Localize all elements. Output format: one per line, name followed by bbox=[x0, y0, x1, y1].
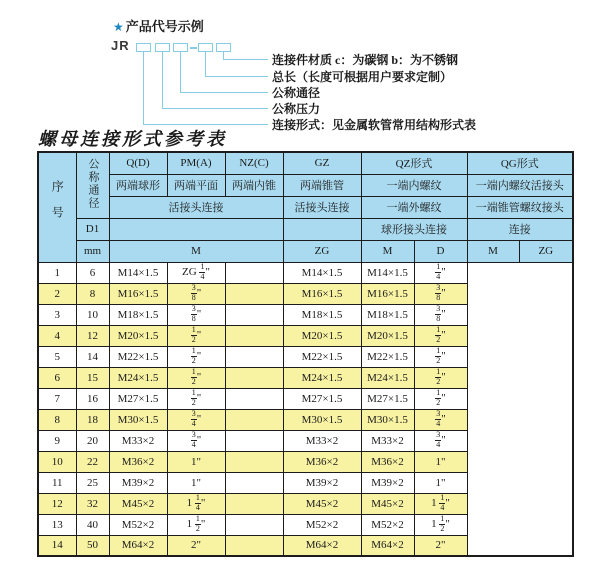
row-qg-zg: 1 $\frac{1}{2}$ " bbox=[414, 514, 467, 535]
code-box bbox=[155, 43, 170, 52]
row-qg-m: M30×1.5 bbox=[361, 409, 414, 430]
empty-cell bbox=[283, 218, 361, 240]
table-row bbox=[38, 514, 573, 535]
header-qg-zg: ZG bbox=[519, 240, 573, 262]
row-qg-m: M16×1.5 bbox=[361, 283, 414, 304]
row-dn: 14 bbox=[76, 346, 109, 367]
fraction: $\frac{1}{2}$ bbox=[440, 514, 445, 533]
fraction: $\frac{3}{4}$ bbox=[436, 430, 441, 449]
nut-connection-table bbox=[37, 151, 574, 557]
row-m: M14×1.5 bbox=[109, 262, 167, 283]
row-qz-d: M27×1.5 bbox=[283, 388, 361, 409]
row-qg-m: M14×1.5 bbox=[361, 262, 414, 283]
fraction: $\frac{1}{2}$ bbox=[191, 388, 196, 407]
row-no: 13 bbox=[38, 514, 76, 535]
row-qz-d: M24×1.5 bbox=[283, 367, 361, 388]
row-gz: $\frac{3}{4}$ " bbox=[167, 409, 225, 430]
diagram-label: 公称通径 bbox=[272, 86, 321, 100]
row-qz-m bbox=[225, 430, 283, 451]
fraction: $\frac{3}{8}$ bbox=[436, 283, 441, 302]
row-dn: 20 bbox=[76, 430, 109, 451]
row-gz: 1" bbox=[167, 451, 225, 472]
row-m: M45×2 bbox=[109, 493, 167, 514]
row-qz-d: M20×1.5 bbox=[283, 325, 361, 346]
row-qz-m bbox=[225, 325, 283, 346]
row-no: 5 bbox=[38, 346, 76, 367]
fraction: $\frac{1}{4}$ bbox=[440, 493, 445, 512]
row-qg-m: M64×2 bbox=[361, 535, 414, 556]
table-row bbox=[38, 325, 573, 346]
row-m: M36×2 bbox=[109, 451, 167, 472]
row-gz: $\frac{3}{8}$ " bbox=[167, 283, 225, 304]
row-qz-m bbox=[225, 304, 283, 325]
diagram-label: 连接形式：见金属软管常用结构形式表 bbox=[272, 118, 477, 132]
fraction: $\frac{1}{2}$ bbox=[191, 346, 196, 365]
row-gz: 1 $\frac{1}{4}$ " bbox=[167, 493, 225, 514]
header-qz-desc1: 一端内螺纹 bbox=[361, 174, 467, 196]
row-no: 1 bbox=[38, 262, 76, 283]
row-qg-m: M22×1.5 bbox=[361, 346, 414, 367]
fraction: $\frac{1}{4}$ bbox=[195, 493, 200, 512]
row-qz-d: M14×1.5 bbox=[283, 262, 361, 283]
row-qg-zg: 1 $\frac{1}{4}$ " bbox=[414, 493, 467, 514]
table-row bbox=[38, 493, 573, 514]
row-qz-d: M30×1.5 bbox=[283, 409, 361, 430]
table-row bbox=[38, 304, 573, 325]
row-m: M52×2 bbox=[109, 514, 167, 535]
row-qg-m: M18×1.5 bbox=[361, 304, 414, 325]
header-nz-desc: 两端内锥 bbox=[225, 174, 283, 196]
row-qz-m bbox=[225, 451, 283, 472]
fraction: $\frac{1}{4}$ bbox=[200, 262, 205, 281]
star-icon: ★ bbox=[113, 20, 124, 34]
header-nominal-diameter bbox=[76, 152, 109, 218]
header-col-nz: NZ(C) bbox=[225, 152, 283, 174]
fraction: $\frac{3}{8}$ bbox=[436, 304, 441, 323]
row-gz: $\frac{1}{2}$ " bbox=[167, 325, 225, 346]
row-qz-m bbox=[225, 346, 283, 367]
row-qz-m bbox=[225, 283, 283, 304]
row-gz: $\frac{3}{4}$ " bbox=[167, 430, 225, 451]
header-nominal-diameter-text: 公称通径 bbox=[87, 157, 99, 210]
row-qg-m: M52×2 bbox=[361, 514, 414, 535]
row-qz-m bbox=[225, 535, 283, 556]
header-qg-m: M bbox=[467, 240, 519, 262]
row-m: M39×2 bbox=[109, 472, 167, 493]
row-qz-d: M16×1.5 bbox=[283, 283, 361, 304]
fraction: $\frac{1}{4}$ bbox=[436, 262, 441, 281]
product-code-prefix: JR bbox=[111, 38, 130, 53]
row-dn: 25 bbox=[76, 472, 109, 493]
row-dn: 16 bbox=[76, 388, 109, 409]
row-dn: 8 bbox=[76, 283, 109, 304]
row-gz: $\frac{1}{2}$ " bbox=[167, 367, 225, 388]
diagram-label: 总长（长度可根据用户要求定制） bbox=[272, 70, 453, 84]
row-gz: 2" bbox=[167, 535, 225, 556]
header-union-conn: 活接头连接 bbox=[109, 196, 283, 218]
fraction: $\frac{3}{4}$ bbox=[191, 409, 196, 428]
code-box bbox=[136, 43, 151, 52]
row-qz-m bbox=[225, 388, 283, 409]
row-qz-d: M36×2 bbox=[283, 451, 361, 472]
row-qg-zg: 1" bbox=[414, 451, 467, 472]
header-unit: mm bbox=[76, 240, 109, 262]
row-qz-m bbox=[225, 493, 283, 514]
row-qg-m: M27×1.5 bbox=[361, 388, 414, 409]
row-qg-zg: $\frac{1}{2}$ " bbox=[414, 346, 467, 367]
row-gz: $\frac{3}{8}$ " bbox=[167, 304, 225, 325]
row-qg-zg: $\frac{3}{4}$ " bbox=[414, 430, 467, 451]
fraction: $\frac{3}{8}$ bbox=[191, 304, 196, 323]
row-qg-zg: $\frac{3}{4}$ " bbox=[414, 409, 467, 430]
header-col-qg: QG形式 bbox=[467, 152, 573, 174]
row-no: 9 bbox=[38, 430, 76, 451]
table-row bbox=[38, 262, 573, 283]
row-qg-m: M36×2 bbox=[361, 451, 414, 472]
table-title: 螺母连接形式参考表 bbox=[38, 129, 227, 149]
header-col-pm: PM(A) bbox=[167, 152, 225, 174]
row-qg-m: M20×1.5 bbox=[361, 325, 414, 346]
row-no: 10 bbox=[38, 451, 76, 472]
header-qg-desc2: 一端锥管螺纹接头 bbox=[467, 196, 573, 218]
row-m: M27×1.5 bbox=[109, 388, 167, 409]
row-qg-zg: $\frac{1}{2}$ " bbox=[414, 367, 467, 388]
header-col-qz: QZ形式 bbox=[361, 152, 467, 174]
header-seq bbox=[38, 152, 76, 262]
row-m: M16×1.5 bbox=[109, 283, 167, 304]
diagram-label: 连接件材质 c：为碳钢 b：为不锈钢 bbox=[272, 53, 459, 67]
table-row bbox=[38, 367, 573, 388]
diagram-label: 公称压力 bbox=[272, 102, 321, 116]
fraction: $\frac{1}{2}$ bbox=[436, 367, 441, 386]
row-dn: 50 bbox=[76, 535, 109, 556]
row-dn: 6 bbox=[76, 262, 109, 283]
fraction: $\frac{1}{2}$ bbox=[436, 325, 441, 344]
row-m: M33×2 bbox=[109, 430, 167, 451]
product-code-diagram bbox=[0, 0, 600, 145]
fraction: $\frac{1}{2}$ bbox=[191, 367, 196, 386]
row-qz-d: M45×2 bbox=[283, 493, 361, 514]
row-no: 6 bbox=[38, 367, 76, 388]
row-qg-zg: $\frac{1}{2}$ " bbox=[414, 325, 467, 346]
row-no: 12 bbox=[38, 493, 76, 514]
diagram-title-text: 产品代号示例 bbox=[125, 19, 204, 34]
row-gz: $\frac{1}{2}$ " bbox=[167, 346, 225, 367]
header-qg-desc1: 一端内螺纹活接头 bbox=[467, 174, 573, 196]
row-qz-d: M18×1.5 bbox=[283, 304, 361, 325]
table-row bbox=[38, 409, 573, 430]
row-m: M22×1.5 bbox=[109, 346, 167, 367]
fraction: $\frac{1}{2}$ bbox=[195, 514, 200, 533]
row-qg-zg: 1" bbox=[414, 472, 467, 493]
row-dn: 40 bbox=[76, 514, 109, 535]
row-dn: 12 bbox=[76, 325, 109, 346]
fraction: $\frac{3}{4}$ bbox=[436, 409, 441, 428]
header-seq-text: 序号 bbox=[50, 179, 65, 232]
header-pm-desc: 两端平面 bbox=[167, 174, 225, 196]
row-qz-d: M52×2 bbox=[283, 514, 361, 535]
header-gz-desc: 两端锥管 bbox=[283, 174, 361, 196]
row-qz-m bbox=[225, 472, 283, 493]
header-qz-d: D bbox=[414, 240, 467, 262]
row-no: 8 bbox=[38, 409, 76, 430]
header-d1: D1 bbox=[76, 218, 109, 240]
row-qg-m: M45×2 bbox=[361, 493, 414, 514]
row-dn: 10 bbox=[76, 304, 109, 325]
row-no: 2 bbox=[38, 283, 76, 304]
fraction: $\frac{1}{2}$ bbox=[436, 388, 441, 407]
fraction: $\frac{1}{2}$ bbox=[436, 346, 441, 365]
header-q-desc: 两端球形 bbox=[109, 174, 167, 196]
row-qz-d: M64×2 bbox=[283, 535, 361, 556]
row-no: 7 bbox=[38, 388, 76, 409]
row-gz: ZG $\frac{1}{4}$ " bbox=[167, 262, 225, 283]
row-qz-m bbox=[225, 409, 283, 430]
header-qg-conn: 连接 bbox=[467, 218, 573, 240]
row-qg-m: M24×1.5 bbox=[361, 367, 414, 388]
header-gz-conn: 活接头连接 bbox=[283, 196, 361, 218]
header-col-q: Q(D) bbox=[109, 152, 167, 174]
table-body bbox=[38, 262, 573, 556]
row-no: 14 bbox=[38, 535, 76, 556]
row-qg-m: M33×2 bbox=[361, 430, 414, 451]
table-row bbox=[38, 388, 573, 409]
connector-line bbox=[143, 52, 268, 125]
row-dn: 22 bbox=[76, 451, 109, 472]
table-row bbox=[38, 430, 573, 451]
row-m: M24×1.5 bbox=[109, 367, 167, 388]
row-m: M64×2 bbox=[109, 535, 167, 556]
code-box bbox=[173, 43, 188, 52]
header-m: M bbox=[109, 240, 283, 262]
row-qz-d: M33×2 bbox=[283, 430, 361, 451]
row-dn: 32 bbox=[76, 493, 109, 514]
header-qz-m: M bbox=[361, 240, 414, 262]
row-qg-m: M39×2 bbox=[361, 472, 414, 493]
row-no: 4 bbox=[38, 325, 76, 346]
row-qg-zg: 2" bbox=[414, 535, 467, 556]
row-no: 11 bbox=[38, 472, 76, 493]
header-col-gz: GZ bbox=[283, 152, 361, 174]
code-separator bbox=[190, 47, 197, 49]
empty-cell bbox=[109, 218, 283, 240]
fraction: $\frac{3}{4}$ bbox=[191, 430, 196, 449]
row-gz: $\frac{1}{2}$ " bbox=[167, 388, 225, 409]
row-m: M30×1.5 bbox=[109, 409, 167, 430]
row-dn: 18 bbox=[76, 409, 109, 430]
table-row bbox=[38, 451, 573, 472]
row-dn: 15 bbox=[76, 367, 109, 388]
row-gz: 1 $\frac{1}{2}$ " bbox=[167, 514, 225, 535]
row-qg-zg: $\frac{3}{8}$ " bbox=[414, 304, 467, 325]
table-row bbox=[38, 472, 573, 493]
diagram-title bbox=[113, 16, 204, 35]
table-row bbox=[38, 346, 573, 367]
row-gz: 1" bbox=[167, 472, 225, 493]
row-m: M20×1.5 bbox=[109, 325, 167, 346]
row-qz-m bbox=[225, 262, 283, 283]
row-qg-zg: $\frac{1}{4}$ " bbox=[414, 262, 467, 283]
row-qz-m bbox=[225, 514, 283, 535]
row-no: 3 bbox=[38, 304, 76, 325]
table-row bbox=[38, 535, 573, 556]
row-m: M18×1.5 bbox=[109, 304, 167, 325]
row-qg-zg: $\frac{1}{2}$ " bbox=[414, 388, 467, 409]
table-row bbox=[38, 283, 573, 304]
row-qz-d: M22×1.5 bbox=[283, 346, 361, 367]
header-qz-conn: 球形接头连接 bbox=[361, 218, 467, 240]
row-qg-zg: $\frac{3}{8}$ " bbox=[414, 283, 467, 304]
header-zg: ZG bbox=[283, 240, 361, 262]
header-qz-desc2: 一端外螺纹 bbox=[361, 196, 467, 218]
code-box bbox=[198, 43, 213, 52]
code-box bbox=[216, 43, 231, 52]
row-qz-m bbox=[225, 367, 283, 388]
fraction: $\frac{1}{2}$ bbox=[191, 325, 196, 344]
fraction: $\frac{3}{8}$ bbox=[191, 283, 196, 302]
row-qz-d: M39×2 bbox=[283, 472, 361, 493]
